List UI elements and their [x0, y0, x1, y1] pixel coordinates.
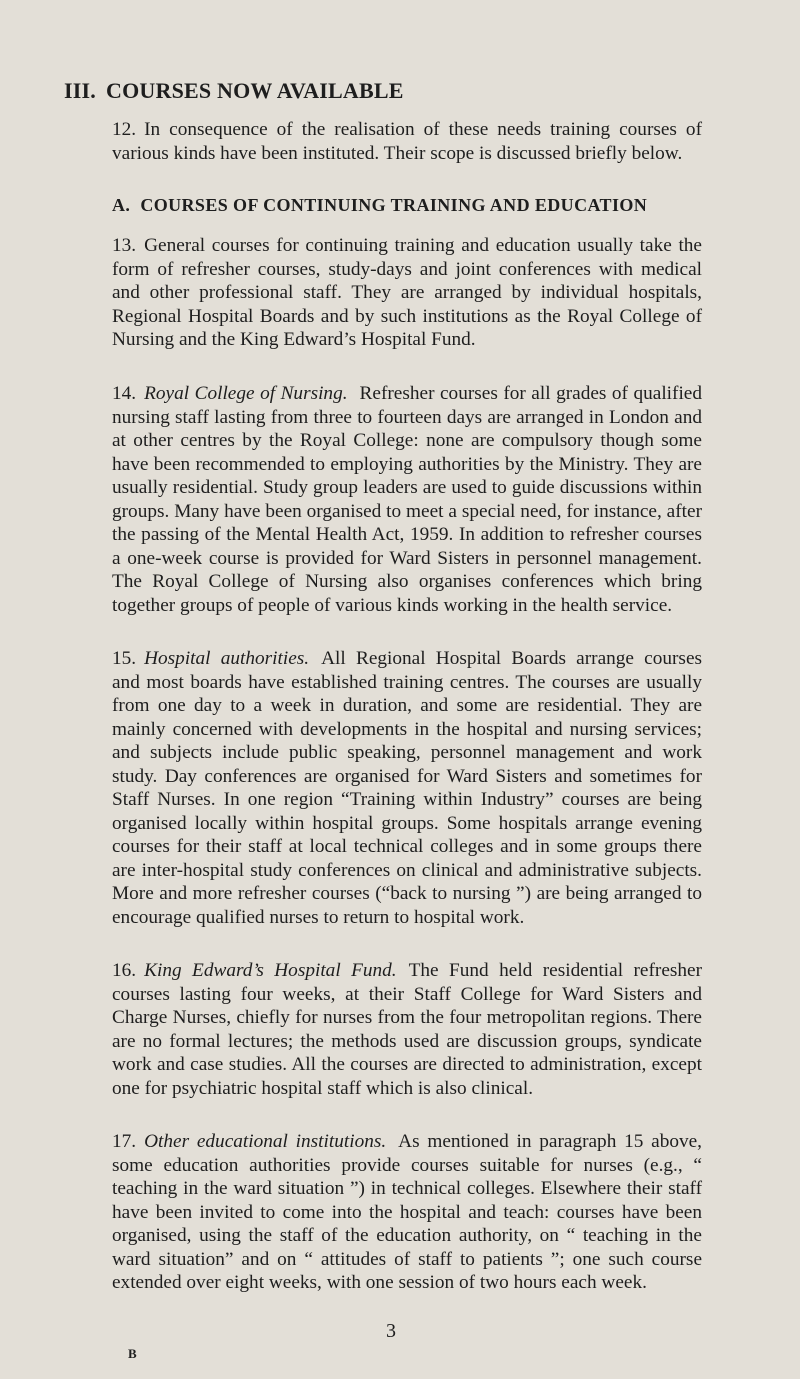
paragraph-number: 14.	[112, 383, 137, 404]
paragraph-heading: Royal College of Nursing.	[144, 383, 348, 404]
paragraph-14	[112, 382, 702, 617]
paragraph-12	[112, 118, 702, 165]
paragraph-text: As mentioned in paragraph 15 above, some education authorities provide courses suitable for nurses (e.g., “ teaching in the ward situation ”) in technical colleges. Elsewhere their staff have been invited to come into the hospital and teach: courses have been organised, using the staff of the education authority, on “ teaching in the ward situation” and on “ attitudes of staff to patients ”; one such course extended over eight weeks, with one session of two hours each week.	[112, 1131, 702, 1293]
subsection-heading	[112, 195, 647, 216]
paragraph-17	[112, 1130, 702, 1295]
paragraph-13	[112, 234, 702, 352]
paragraph-heading: Hospital authorities.	[144, 648, 310, 669]
paragraph-number: 12.	[112, 119, 137, 140]
page-number: 3	[386, 1320, 396, 1342]
paragraph-heading: King Edward’s Hospital Fund.	[144, 960, 397, 981]
paragraph-text: All Regional Hospital Boards arrange courses and most boards have established training centres. The courses are usually from one day to a week in duration, and some are residential. They are mainly concerned with developments in the hospital and nursing services; and subjects include public speaking, personnel management and work study. Day conferences are organised for Ward Sisters and sometimes for Staff Nurses. In one region “Training within Industry” courses are being organised locally within hospital groups. Some hospitals arrange evening courses for their staff at local technical colleges and in some groups there are inter-hospital study conferences on clinical and administrative subjects. More and more refresher courses (“back to nursing ”) are being arranged to encourage qualified nurses to return to hospital work.	[112, 648, 703, 928]
paragraph-number: 13.	[112, 235, 137, 256]
signature-mark: B	[128, 1346, 137, 1361]
subsection-title: COURSES OF CONTINUING TRAINING AND EDUCATION	[140, 195, 648, 215]
paragraph-15	[112, 647, 702, 929]
paragraph-text: Refresher courses for all grades of qualified nursing staff lasting from three to fourteen days are arranged in London and at other centres by the Royal College: none are compulsory though some have been recommended to employing authorities by the Ministry. They are usually residential. Study group leaders are used to guide discussions within groups. Many have been organised to meet a special need, for instance, after the passing of the Mental Health Act, 1959. In addition to refresher courses a one-week course is provided for Ward Sisters in personnel management. The Royal College of Nursing also organises conferences which bring together groups of people of various kinds working in the health service.	[112, 383, 703, 616]
paragraph-16	[112, 959, 702, 1100]
section-title	[64, 78, 404, 104]
section-numeral: III.	[64, 78, 96, 103]
paragraph-number: 15.	[112, 648, 137, 669]
paragraph-heading: Other educational institutions.	[144, 1131, 387, 1152]
paragraph-text: In consequence of the realisation of these needs training courses of various kinds have been instituted. Their scope is discussed briefly below.	[112, 119, 702, 164]
section-title-text: COURSES NOW AVAILABLE	[106, 78, 404, 103]
paragraph-number: 17.	[112, 1131, 137, 1152]
paragraph-text: The Fund held residential refresher courses lasting four weeks, at their Staff College for Ward Sisters and Charge Nurses, chiefly for nurses from the four metropolitan regions. There are no formal lectures; the methods used are discussion groups, syndicate work and case studies. All the courses are directed to administration, except one for psychiatric hospital staff which is also clinical.	[112, 960, 702, 1099]
subsection-letter: A.	[112, 195, 131, 215]
paragraph-text: General courses for continuing training and education usually take the form of refresher courses, study-days and joint conferences with medical and other professional staff. They are arranged by individual hospitals, Regional Hospital Boards and by such institutions as the Royal College of Nursing and the King Edward’s Hospital Fund.	[112, 235, 702, 350]
paragraph-number: 16.	[112, 960, 137, 981]
